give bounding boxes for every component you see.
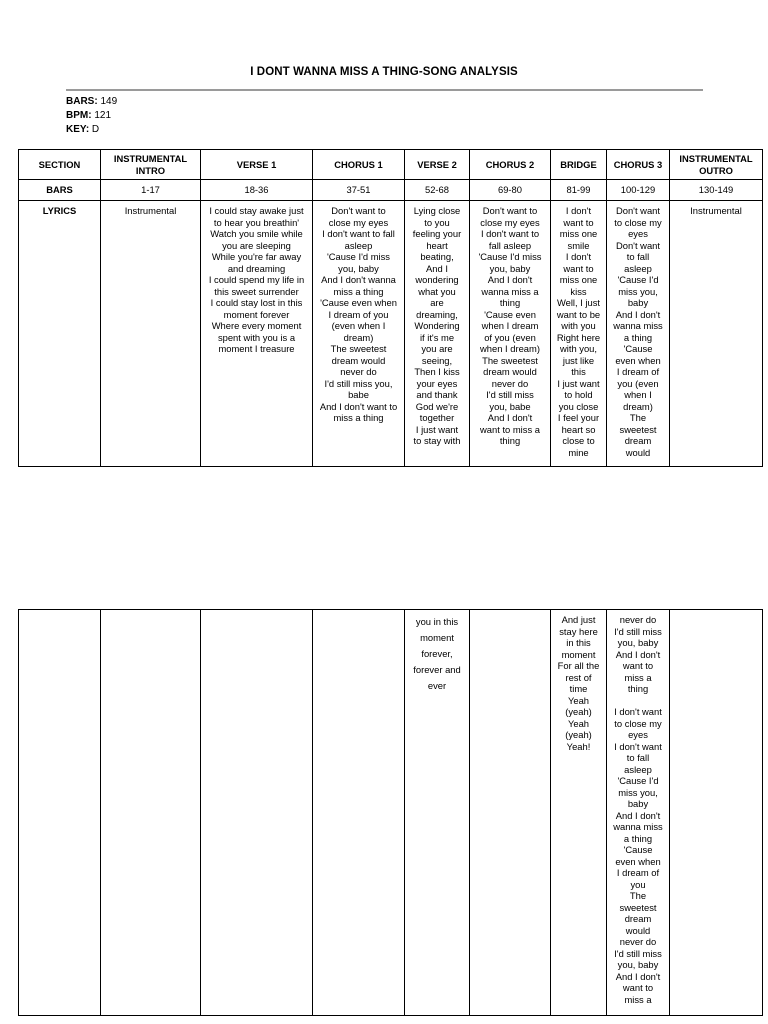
header-cell: SECTION xyxy=(19,150,101,180)
key-meta-value: D xyxy=(89,124,100,135)
key-meta xyxy=(66,123,117,137)
lyrics-row xyxy=(19,201,763,467)
bars-meta-label: BARS: xyxy=(66,96,98,107)
lyrics-cell: Instrumental xyxy=(670,201,763,467)
lyrics-cell: Lying close to you feeling your heart beating, And I wondering what you are dreaming, Wondering if it's me you are seeing, Then I kiss your eyes and thank God we're together I just want to stay with xyxy=(405,201,470,467)
bars-cell: 37-51 xyxy=(313,180,405,201)
continuation-cell xyxy=(670,610,763,1016)
continuation-cell: never do I'd still miss you, baby And I don't want to miss a thing I don't want to close my eyes I don't want to fall asleep 'Cause I'd miss you, baby And I don't wanna miss a thing 'Cause even when I dream of you The sweetest dream would never do I'd still miss you, baby And I don't want to miss a xyxy=(607,610,670,1016)
continuation-cell xyxy=(101,610,201,1016)
continuation-cell xyxy=(19,610,101,1016)
continuation-cell xyxy=(201,610,313,1016)
header-cell: VERSE 2 xyxy=(405,150,470,180)
title-divider xyxy=(66,89,703,91)
header-cell: BRIDGE xyxy=(551,150,607,180)
lyrics-row-label: LYRICS xyxy=(19,201,101,467)
song-analysis-table-continued xyxy=(18,609,763,1016)
continuation-row xyxy=(19,610,763,1016)
bars-cell: 100-129 xyxy=(607,180,670,201)
document-title: I DONT WANNA MISS A THING-SONG ANALYSIS xyxy=(250,66,518,78)
lyrics-cell: I don't want to miss one smile I don't want to miss one kiss Well, I just want to be with you Right here with you, just like this I just want to hold you close I feel your heart so close to mine xyxy=(551,201,607,467)
header-cell: CHORUS 1 xyxy=(313,150,405,180)
bpm-meta-label: BPM: xyxy=(66,110,92,121)
bars-cell: 52-68 xyxy=(405,180,470,201)
header-cell: INSTRUMENTAL OUTRO xyxy=(670,150,763,180)
key-meta-label: KEY: xyxy=(66,124,90,135)
header-cell: VERSE 1 xyxy=(201,150,313,180)
header-cell: INSTRUMENTAL INTRO xyxy=(101,150,201,180)
bars-cell: 69-80 xyxy=(470,180,551,201)
bars-cell: 1-17 xyxy=(101,180,201,201)
continuation-cell: you in this moment forever, forever and ever xyxy=(405,610,470,1016)
continuation-cell xyxy=(313,610,405,1016)
header-cell: CHORUS 3 xyxy=(607,150,670,180)
bars-cell: 18-36 xyxy=(201,180,313,201)
song-meta xyxy=(66,95,117,137)
lyrics-cell: Don't want to close my eyes I don't want to fall asleep 'Cause I'd miss you, baby And I don't wanna miss a thing 'Cause even when I dream of you (even when I dream) The sweetest dream would never do I'd still miss you, babe And I don't want to miss a thing xyxy=(470,201,551,467)
header-cell: CHORUS 2 xyxy=(470,150,551,180)
bars-cell: 130-149 xyxy=(670,180,763,201)
bpm-meta xyxy=(66,109,117,123)
bars-meta-value: 149 xyxy=(97,96,118,107)
song-analysis-table xyxy=(18,149,763,467)
lyrics-cell: Don't want to close my eyes I don't want to fall asleep 'Cause I'd miss you, baby And I don't wanna miss a thing 'Cause even when I dream of you (even when I dream) The sweetest dream would never do I'd still miss you, babe And I don't want to miss a thing xyxy=(313,201,405,467)
bars-row-label: BARS xyxy=(19,180,101,201)
bars-meta xyxy=(66,95,117,109)
continuation-cell: And just stay here in this moment For all the rest of time Yeah (yeah) Yeah (yeah) Yeah! xyxy=(551,610,607,1016)
lyrics-cell: Don't want to close my eyes Don't want to fall asleep 'Cause I'd miss you, baby And I don't wanna miss a thing 'Cause even when I dream of you (even when I dream) The sweetest dream would xyxy=(607,201,670,467)
lyrics-cell: I could stay awake just to hear you breathin' Watch you smile while you are sleeping While you're far away and dreaming I could spend my life in this sweet surrender I could stay lost in this moment forever Where every moment spent with you is a moment I treasure xyxy=(201,201,313,467)
bars-row xyxy=(19,180,763,201)
bpm-meta-value: 121 xyxy=(91,110,112,121)
bars-cell: 81-99 xyxy=(551,180,607,201)
lyrics-cell: Instrumental xyxy=(101,201,201,467)
header-row xyxy=(19,150,763,180)
continuation-cell xyxy=(470,610,551,1016)
